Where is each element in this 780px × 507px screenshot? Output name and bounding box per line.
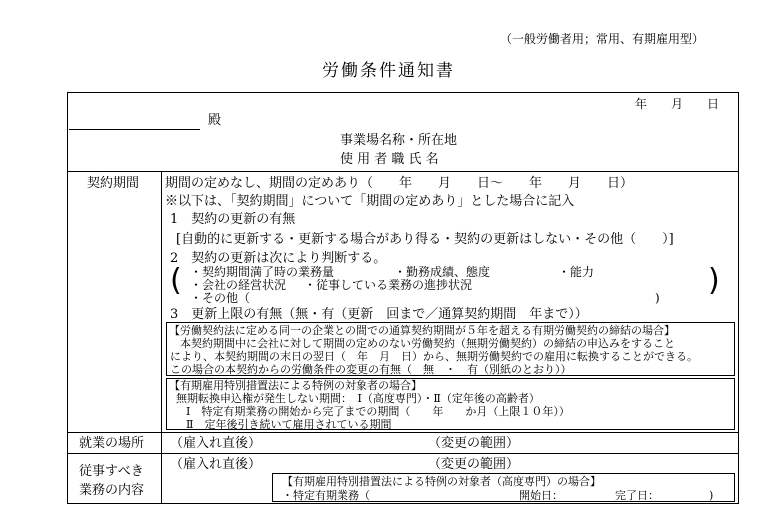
start-date-label: 開始日： [519, 489, 563, 502]
notice-line: Ⅰ 特定有期業務の開始から完了までの期間（ 年 か月（上限１０年）） [186, 405, 570, 418]
criteria-item: ・勤務成績、態度 [394, 265, 491, 279]
notice-line: この場合の本契約からの労働条件の変更の有無（ 無 ・ 有（別紙のとおり）） [170, 363, 572, 376]
document-title: 労働条件通知書 [322, 61, 455, 81]
renewal-heading: 1 契約の更新の有無 [170, 212, 296, 227]
row-divider-workplace [67, 432, 739, 433]
judgement-heading: 2 契約の更新は次により判断する。 [170, 251, 387, 266]
form-type-label: （一般労働者用；常用、有期雇用型） [500, 32, 705, 46]
row-divider-top [67, 171, 739, 172]
criteria-item: ・能力 [558, 265, 595, 279]
notice-heading: 【労働契約法に定める同一の企業との間での通算契約期間が５年を超える有期労働契約の締結の場合】 [169, 324, 675, 337]
criteria-close: ) [655, 291, 660, 305]
duties-label: 従事すべき [79, 464, 144, 479]
notice-line: により、本契約期間の末日の翌日（ 年 月 日）から、無期労働契約での雇用に転換することができる。 [170, 350, 698, 363]
notice-heading: 【有期雇用特別措置法による特例の対象者の場合】 [169, 379, 422, 392]
criteria-right-brace-icon: ) [708, 263, 720, 298]
duties-label: 業務の内容 [79, 483, 145, 498]
employer-name-label: 使 用 者 職 氏 名 [340, 152, 439, 167]
criteria-item: ・その他（ [190, 291, 251, 305]
contract-period-note: ※以下は、「契約期間」について「期間の定めあり」とした場合に記入 [165, 194, 575, 209]
notice-line: Ⅱ 定年後引き続いて雇用されている期間 [186, 418, 392, 431]
column-divider [161, 171, 162, 504]
criteria-item: ・従事している業務の進捗状況 [304, 278, 473, 292]
contract-period-line: 期間の定めなし、期間の定めあり（ 年 月 日～ 年 月 日） [165, 176, 634, 191]
addressee-underline [69, 129, 200, 130]
duties-change-range: （変更の範囲） [428, 457, 520, 472]
upper-limit-line: 3 更新上限の有無（無・有（更新 回まで／通算契約期間 年まで）） [170, 307, 588, 322]
duties-on-hire: （雇入れ直後） [170, 457, 262, 472]
notice-heading: 【有期雇用特別措置法による特例の対象者（高度専門）の場合】 [282, 475, 601, 488]
end-date-label: 完了日： [615, 489, 659, 502]
special-task-label: ・特定有期業務（ [282, 489, 370, 502]
row-divider-duties [67, 453, 739, 454]
notice-line: 本契約期間中に会社に対して期間の定めのない労働契約（無期労働契約）の締結の申込みをすること [180, 337, 675, 350]
renewal-options: [自動的に更新する・更新する場合があり得る・契約の更新はしない・その他（ ）] [176, 232, 674, 247]
employer-address-label: 事業場名称・所在地 [340, 133, 458, 148]
addressee-suffix: 殿 [208, 113, 222, 128]
criteria-item: ・契約期間満了時の業務量 [190, 265, 335, 279]
criteria-left-brace-icon: ( [170, 263, 182, 298]
special-task-close: ) [709, 489, 714, 502]
contract-period-label: 契約期間 [87, 176, 140, 191]
criteria-item: ・会社の経営状況 [190, 278, 287, 292]
date-line: 年 月 日 [635, 97, 720, 111]
notice-line: 無期転換申込権が発生しない期間： Ⅰ（高度専門）・Ⅱ（定年後の高齢者） [176, 392, 540, 405]
workplace-on-hire: （雇入れ直後） [170, 436, 262, 451]
workplace-label: 就業の場所 [79, 436, 145, 451]
workplace-change-range: （変更の範囲） [428, 436, 520, 451]
